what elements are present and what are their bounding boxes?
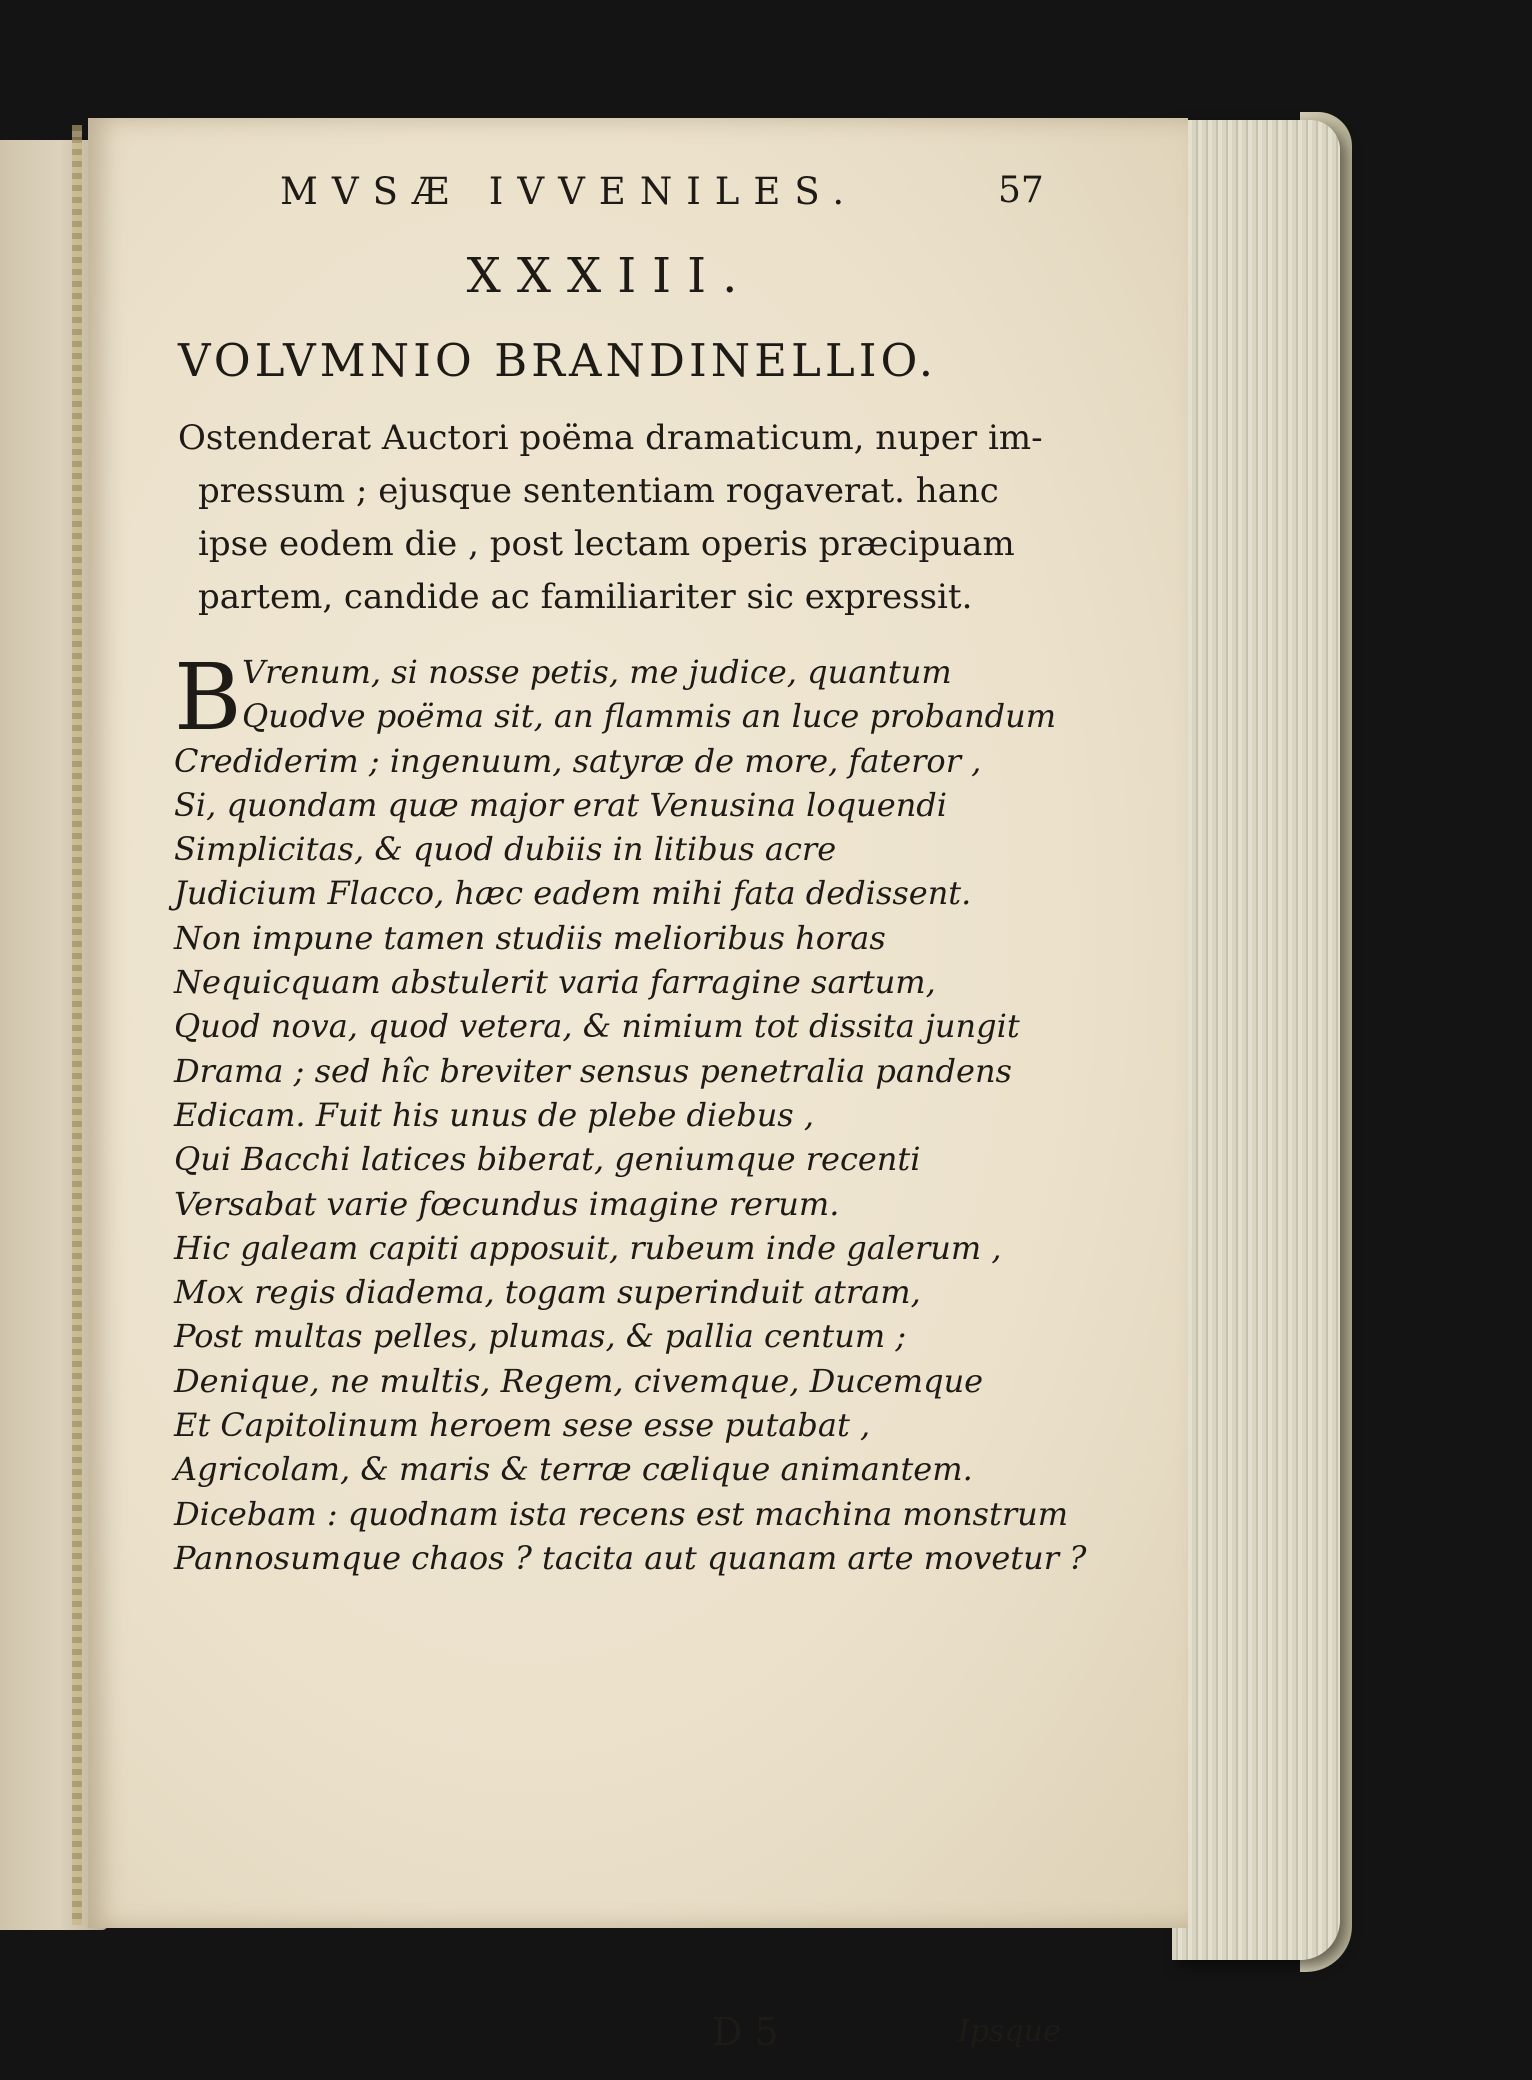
dedication-line: pressum ; ejusque sententiam rogaverat. hanc <box>198 471 999 511</box>
poem-line: Quodve poëma sit, an flammis an luce probandum <box>242 697 1057 736</box>
dedication-paragraph <box>178 412 1058 624</box>
poem-line: Mox regis diadema, togam superinduit atram, <box>174 1273 921 1312</box>
page-number: 57 <box>998 170 1044 211</box>
poem-line: Pannosumque chaos ? tacita aut quanam arte movetur ? <box>174 1538 1087 1577</box>
poem-line: Agricolam, & maris & terræ cælique animantem. <box>174 1450 973 1489</box>
dedication-line: partem, candide ac familiariter sic expressit. <box>198 577 973 617</box>
poem-line: Vrenum, si nosse petis, me judice, quantum <box>242 653 952 691</box>
poem-line: Non impune tamen studiis melioribus horas <box>174 918 886 957</box>
signature-mark: D 5 <box>712 2010 779 2054</box>
page-fore-edge <box>1172 120 1340 1960</box>
catchword: Ipsque <box>958 2014 1061 2049</box>
dedication-line: ipse eodem die , post lectam operis præcipuam <box>198 524 1015 564</box>
poem-line: Versabat varie fœcundus imagine rerum. <box>174 1184 840 1223</box>
poem-title: VOLVMNIO BRANDINELLIO. <box>178 334 938 387</box>
running-head: MVSÆ IVVENILES. <box>280 170 859 213</box>
poem-line: Crediderim ; ingenuum, satyræ de more, fateror , <box>174 741 982 780</box>
poem-line: Simplicitas, & quod dubiis in litibus acre <box>174 830 837 869</box>
poem-line: Drama ; sed hîc breviter sensus penetralia pandens <box>174 1051 1012 1090</box>
drop-cap: B <box>174 644 242 751</box>
poem-line: Edicam. Fuit his unus de plebe diebus , <box>174 1095 815 1134</box>
poem-line: Hic galeam capiti apposuit, rubeum inde galerum , <box>174 1228 1002 1267</box>
poem-line: Post multas pelles, plumas, & pallia centum ; <box>174 1317 907 1356</box>
poem-line: Quod nova, quod vetera, & nimium tot dissita jungit <box>174 1007 1020 1046</box>
poem-body <box>174 644 1087 1580</box>
poem-line: Et Capitolinum heroem sese esse putabat , <box>174 1406 871 1445</box>
poem-line: Nequicquam abstulerit varia farragine sartum, <box>174 963 936 1002</box>
poem-number: XXXIII. <box>466 248 754 304</box>
binding-thread <box>72 125 82 1925</box>
poem-line: Dicebam : quodnam ista recens est machina monstrum <box>174 1494 1069 1533</box>
poem-line: Si, quondam quæ major erat Venusina loquendi <box>174 785 948 824</box>
poem-line: Judicium Flacco, hæc eadem mihi fata dedissent. <box>174 874 972 913</box>
dedication-line: Ostenderat Auctori poëma dramaticum, nuper im- <box>178 418 1043 458</box>
poem-line: Qui Bacchi latices biberat, geniumque recenti <box>174 1140 921 1179</box>
poem-line: Denique, ne multis, Regem, civemque, Ducemque <box>174 1361 984 1400</box>
